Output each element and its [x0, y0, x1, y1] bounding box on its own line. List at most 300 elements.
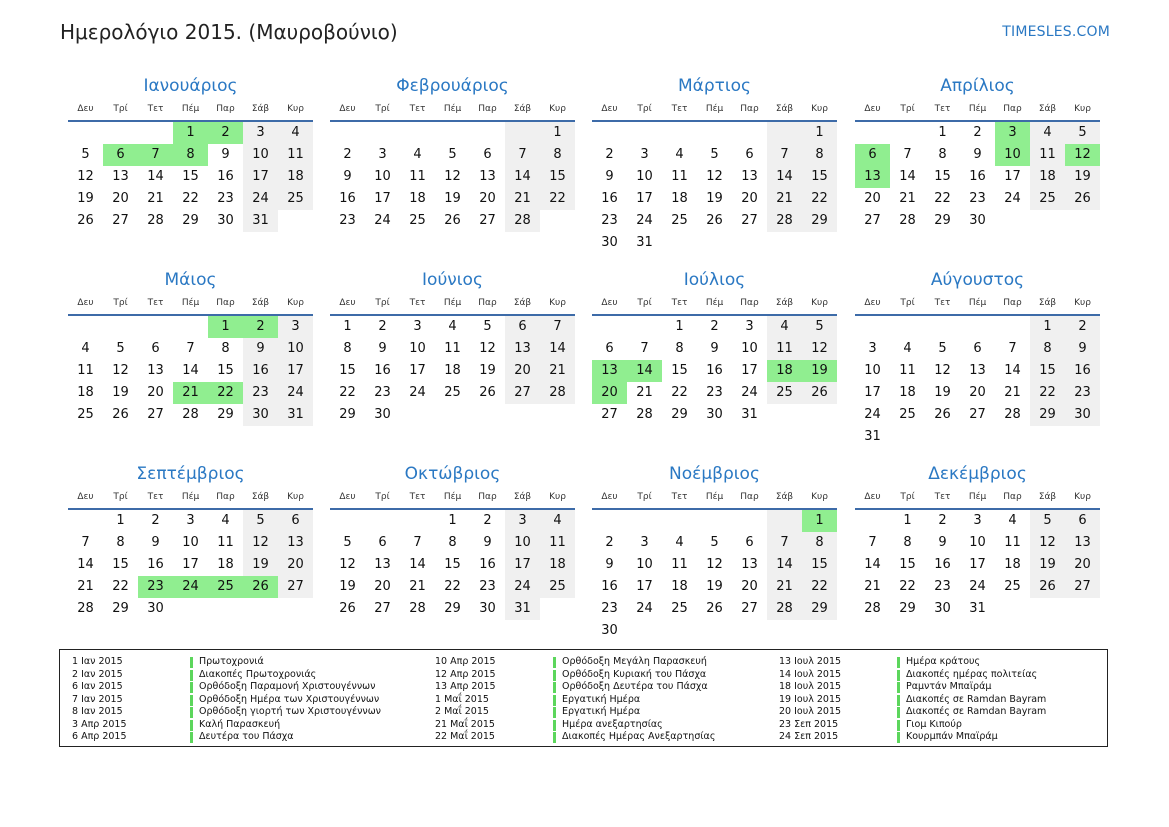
weekday-label: Δευ — [601, 298, 618, 308]
day-cell: 15 — [182, 169, 199, 184]
day-cell: 30 — [217, 213, 234, 228]
empty-day-cell — [103, 316, 138, 338]
holiday-date: 8 Ιαν 2015 — [72, 706, 123, 717]
week-row — [68, 338, 313, 360]
day-cell: 25 — [1030, 188, 1065, 210]
day-cell: 15 — [1030, 360, 1065, 382]
day-cell: 20 — [479, 191, 496, 206]
legend-item — [767, 719, 1046, 732]
day-cell: 30 — [601, 235, 618, 250]
day-cell: 3 — [505, 510, 540, 532]
holiday-marker — [190, 682, 193, 693]
empty-day-cell — [68, 510, 103, 532]
day-cell: 2 — [938, 513, 947, 528]
empty-day-cell — [732, 510, 767, 532]
holiday-date: 13 Ιουλ 2015 — [779, 656, 842, 667]
day-cell: 5 — [448, 147, 457, 162]
day-cell: 10 — [182, 535, 199, 550]
holiday-name: Ημέρα ανεξαρτησίας — [562, 718, 663, 730]
empty-day-cell — [627, 316, 662, 338]
empty-day-cell — [802, 404, 837, 426]
day-cell: 16 — [706, 363, 723, 378]
day-cell: 21 — [767, 576, 802, 598]
day-cell: 23 — [601, 601, 618, 616]
day-cell: 22 — [208, 382, 243, 404]
day-cell: 22 — [802, 188, 837, 210]
weekday-header — [855, 486, 1100, 510]
week-row — [855, 144, 1100, 166]
weekday-label: Δευ — [601, 104, 618, 114]
day-cell: 6 — [505, 316, 540, 338]
weekday-label: Κυρ — [1074, 104, 1091, 114]
week-row — [592, 316, 837, 338]
empty-day-cell — [732, 232, 767, 254]
day-cell: 12 — [1030, 532, 1065, 554]
day-cell: 11 — [899, 363, 916, 378]
day-cell: 16 — [339, 191, 356, 206]
day-cell: 3 — [640, 535, 649, 550]
day-cell: 14 — [1004, 363, 1021, 378]
month-calendar — [68, 74, 313, 232]
day-cell: 10 — [374, 169, 391, 184]
weekday-label: Τετ — [147, 492, 164, 502]
weekday-label: Σάβ — [775, 492, 794, 502]
legend-item — [767, 731, 1046, 744]
weekday-label: Παρ — [216, 104, 235, 114]
day-cell: 10 — [969, 535, 986, 550]
day-cell: 16 — [934, 557, 951, 572]
month-calendar — [330, 268, 575, 426]
day-cell: 26 — [444, 213, 461, 228]
day-cell: 25 — [767, 382, 802, 404]
month-calendar — [68, 268, 313, 426]
weekday-label: Σάβ — [513, 104, 532, 114]
day-cell: 8 — [540, 144, 575, 166]
week-row — [855, 532, 1100, 554]
day-cell: 29 — [671, 407, 688, 422]
day-cell: 2 — [605, 535, 614, 550]
day-cell: 16 — [147, 557, 164, 572]
day-cell: 23 — [706, 385, 723, 400]
day-cell: 11 — [278, 144, 313, 166]
empty-day-cell — [855, 510, 890, 532]
day-cell: 8 — [802, 144, 837, 166]
day-cell: 2 — [973, 125, 982, 140]
weekday-header — [592, 98, 837, 122]
empty-day-cell — [732, 620, 767, 642]
day-cell: 23 — [339, 213, 356, 228]
holiday-name: Ορθόδοξη Δευτέρα του Πάσχα — [562, 681, 708, 692]
day-cell: 17 — [409, 363, 426, 378]
day-cell: 7 — [138, 144, 173, 166]
day-cell: 13 — [741, 557, 758, 572]
week-row — [855, 598, 1100, 620]
empty-day-cell — [505, 122, 540, 144]
month-name: Οκτώβριος — [404, 464, 501, 484]
empty-day-cell — [662, 232, 697, 254]
day-cell: 7 — [868, 535, 877, 550]
week-row — [330, 316, 575, 338]
day-cell: 5 — [1030, 510, 1065, 532]
day-cell: 17 — [1004, 169, 1021, 184]
weekday-label: Κυρ — [549, 298, 566, 308]
day-cell: 9 — [938, 535, 947, 550]
day-cell: 29 — [182, 213, 199, 228]
day-cell: 24 — [636, 601, 653, 616]
day-cell: 17 — [636, 579, 653, 594]
legend-column — [60, 656, 381, 744]
legend-item — [60, 719, 381, 732]
week-row — [330, 598, 575, 620]
day-cell: 21 — [147, 191, 164, 206]
weekday-header — [592, 292, 837, 316]
holiday-date: 20 Ιουλ 2015 — [779, 706, 842, 717]
empty-day-cell — [767, 510, 802, 532]
day-cell: 1 — [802, 122, 837, 144]
day-cell: 5 — [938, 341, 947, 356]
day-cell: 13 — [479, 169, 496, 184]
day-cell: 2 — [208, 122, 243, 144]
day-cell: 28 — [182, 407, 199, 422]
holiday-date: 19 Ιουλ 2015 — [779, 693, 842, 705]
day-cell: 26 — [802, 382, 837, 404]
weekday-label: Σάβ — [251, 104, 270, 114]
day-cell: 27 — [1065, 576, 1100, 598]
weekday-label: Τετ — [671, 298, 688, 308]
empty-day-cell — [1065, 598, 1100, 620]
week-row — [592, 188, 837, 210]
day-cell: 21 — [505, 188, 540, 210]
month-calendar — [330, 462, 575, 620]
day-cell: 26 — [479, 385, 496, 400]
holiday-date: 24 Σεπ 2015 — [779, 731, 839, 742]
day-cell: 1 — [208, 316, 243, 338]
month-name: Σεπτέμβριος — [136, 464, 245, 484]
day-cell: 12 — [802, 338, 837, 360]
empty-day-cell — [592, 122, 627, 144]
day-cell: 25 — [671, 213, 688, 228]
empty-day-cell — [138, 122, 173, 144]
day-cell: 10 — [636, 169, 653, 184]
day-cell: 18 — [671, 579, 688, 594]
day-cell: 2 — [483, 513, 492, 528]
day-cell: 22 — [1030, 382, 1065, 404]
day-cell: 7 — [413, 535, 422, 550]
empty-day-cell — [802, 620, 837, 642]
day-cell: 20 — [278, 554, 313, 576]
empty-day-cell — [173, 598, 208, 620]
day-cell: 30 — [934, 601, 951, 616]
day-cell: 16 — [217, 169, 234, 184]
day-cell: 3 — [378, 147, 387, 162]
empty-day-cell — [697, 620, 732, 642]
weekday-label: Πέμ — [181, 104, 200, 114]
month-name: Νοέμβριος — [669, 464, 760, 484]
day-cell: 7 — [640, 341, 649, 356]
day-cell: 5 — [710, 535, 719, 550]
day-cell: 23 — [1065, 382, 1100, 404]
weekday-label: Σάβ — [251, 298, 270, 308]
day-cell: 22 — [934, 191, 951, 206]
day-cell: 20 — [147, 385, 164, 400]
day-cell: 1 — [173, 122, 208, 144]
holiday-name: Ραμντάν Μπαϊράμ — [906, 681, 992, 692]
holiday-marker — [897, 670, 900, 681]
day-cell: 27 — [374, 601, 391, 616]
empty-day-cell — [925, 426, 960, 448]
day-cell: 27 — [112, 213, 129, 228]
day-cell: 5 — [343, 535, 352, 550]
holiday-date: 7 Ιαν 2015 — [72, 693, 123, 705]
day-cell: 16 — [243, 360, 278, 382]
day-cell: 1 — [1030, 316, 1065, 338]
weekday-label: Κυρ — [1074, 492, 1091, 502]
day-cell: 23 — [374, 385, 391, 400]
empty-day-cell — [1030, 210, 1065, 232]
day-cell: 27 — [278, 576, 313, 598]
holiday-name: Ημέρα κράτους — [906, 656, 981, 667]
weekday-label: Παρ — [740, 492, 759, 502]
week-row — [330, 188, 575, 210]
week-row — [68, 210, 313, 232]
day-cell: 3 — [278, 316, 313, 338]
week-row — [330, 338, 575, 360]
weekday-label: Παρ — [478, 492, 497, 502]
empty-day-cell — [400, 122, 435, 144]
day-cell: 3 — [995, 122, 1030, 144]
day-cell: 19 — [444, 191, 461, 206]
day-cell: 14 — [899, 169, 916, 184]
holiday-marker — [190, 732, 193, 743]
weekday-label: Σάβ — [513, 492, 532, 502]
day-cell: 30 — [1065, 404, 1100, 426]
day-cell: 5 — [243, 510, 278, 532]
month-calendar — [855, 74, 1100, 232]
weekday-label: Τετ — [934, 492, 951, 502]
holiday-name: Διακοπές ημέρας πολιτείας — [906, 668, 1038, 680]
weekday-label: Τρί — [113, 298, 128, 308]
day-cell: 2 — [378, 319, 387, 334]
empty-day-cell — [662, 510, 697, 532]
day-cell: 10 — [741, 341, 758, 356]
month-name: Απρίλιος — [940, 76, 1015, 96]
weekday-label: Τετ — [147, 298, 164, 308]
day-cell: 6 — [483, 147, 492, 162]
day-cell: 18 — [409, 191, 426, 206]
day-cell: 18 — [671, 191, 688, 206]
day-cell: 6 — [378, 535, 387, 550]
day-cell: 1 — [343, 319, 352, 334]
day-cell: 22 — [899, 579, 916, 594]
day-cell: 19 — [706, 579, 723, 594]
weekday-label: Κυρ — [811, 104, 828, 114]
day-cell: 31 — [636, 235, 653, 250]
day-cell: 18 — [444, 363, 461, 378]
weekday-header — [330, 98, 575, 122]
day-cell: 26 — [339, 601, 356, 616]
day-cell: 19 — [802, 360, 837, 382]
day-cell: 22 — [339, 385, 356, 400]
day-cell: 6 — [745, 535, 754, 550]
day-cell: 20 — [505, 360, 540, 382]
day-cell: 26 — [77, 213, 94, 228]
day-cell: 2 — [343, 147, 352, 162]
weekday-label: Τρί — [375, 492, 390, 502]
week-row — [68, 510, 313, 532]
day-cell: 17 — [741, 363, 758, 378]
day-cell: 26 — [112, 407, 129, 422]
weekday-label: Σάβ — [513, 298, 532, 308]
day-cell: 19 — [1030, 554, 1065, 576]
week-row — [68, 122, 313, 144]
month-name: Ιούλιος — [683, 270, 746, 290]
day-cell: 17 — [243, 166, 278, 188]
day-cell: 8 — [116, 535, 125, 550]
day-cell: 6 — [278, 510, 313, 532]
day-cell: 21 — [864, 579, 881, 594]
holiday-marker — [897, 732, 900, 743]
empty-day-cell — [662, 620, 697, 642]
week-row — [855, 554, 1100, 576]
day-cell: 28 — [77, 601, 94, 616]
empty-day-cell — [435, 404, 470, 426]
weekday-label: Παρ — [216, 492, 235, 502]
month-name: Δεκέμβριος — [928, 464, 1027, 484]
day-cell: 19 — [479, 363, 496, 378]
holiday-marker — [190, 670, 193, 681]
week-row — [855, 210, 1100, 232]
day-cell: 15 — [802, 554, 837, 576]
holiday-marker — [897, 682, 900, 693]
day-cell: 17 — [969, 557, 986, 572]
day-cell: 8 — [221, 341, 230, 356]
day-cell: 30 — [243, 404, 278, 426]
day-cell: 9 — [221, 147, 230, 162]
month-calendar — [330, 74, 575, 232]
week-row — [592, 210, 837, 232]
weekday-label: Τρί — [637, 298, 652, 308]
day-cell: 24 — [278, 382, 313, 404]
holiday-marker — [553, 732, 556, 743]
weekday-label: Παρ — [1003, 492, 1022, 502]
day-cell: 19 — [77, 191, 94, 206]
week-row — [592, 382, 837, 404]
day-cell: 16 — [1065, 360, 1100, 382]
day-cell: 17 — [636, 191, 653, 206]
day-cell: 1 — [448, 513, 457, 528]
month-name: Μάρτιος — [677, 76, 752, 96]
week-row — [68, 316, 313, 338]
holiday-name: Διακοπές σε Ramdan Bayram — [906, 693, 1047, 705]
day-cell: 15 — [899, 557, 916, 572]
month-calendar — [68, 462, 313, 620]
empty-day-cell — [138, 316, 173, 338]
day-cell: 13 — [592, 360, 627, 382]
day-cell: 4 — [413, 147, 422, 162]
week-row — [68, 188, 313, 210]
weekday-label: Σάβ — [775, 298, 794, 308]
day-cell: 31 — [864, 429, 881, 444]
week-row — [330, 532, 575, 554]
day-cell: 14 — [540, 338, 575, 360]
weekday-label: Παρ — [1003, 104, 1022, 114]
day-cell: 26 — [934, 407, 951, 422]
day-cell: 4 — [903, 341, 912, 356]
site-link[interactable]: TIMESLES.COM — [1002, 24, 1110, 40]
legend-item — [423, 694, 715, 707]
day-cell: 3 — [243, 122, 278, 144]
legend-item — [60, 706, 381, 719]
day-cell: 6 — [151, 341, 160, 356]
day-cell: 13 — [1065, 532, 1100, 554]
weekday-label: Δευ — [864, 298, 881, 308]
weekday-label: Δευ — [339, 492, 356, 502]
day-cell: 6 — [103, 144, 138, 166]
day-cell: 31 — [505, 598, 540, 620]
legend-item — [423, 719, 715, 732]
weekday-label: Πέμ — [181, 298, 200, 308]
day-cell: 20 — [374, 579, 391, 594]
day-cell: 8 — [173, 144, 208, 166]
holiday-marker — [190, 707, 193, 718]
day-cell: 18 — [540, 554, 575, 576]
week-row — [330, 382, 575, 404]
day-cell: 24 — [864, 407, 881, 422]
empty-day-cell — [890, 316, 925, 338]
legend-item — [423, 731, 715, 744]
holiday-name: Ορθόδοξη Ημέρα των Χριστουγέννων — [199, 693, 380, 705]
day-cell: 12 — [112, 363, 129, 378]
day-cell: 21 — [636, 385, 653, 400]
day-cell: 17 — [278, 360, 313, 382]
week-row — [330, 404, 575, 426]
day-cell: 16 — [601, 191, 618, 206]
empty-day-cell — [697, 232, 732, 254]
day-cell: 5 — [483, 319, 492, 334]
day-cell: 16 — [601, 579, 618, 594]
day-cell: 1 — [802, 510, 837, 532]
day-cell: 20 — [969, 385, 986, 400]
weekday-label: Δευ — [77, 104, 94, 114]
week-row — [330, 576, 575, 598]
day-cell: 29 — [934, 213, 951, 228]
holiday-date: 6 Ιαν 2015 — [72, 681, 123, 692]
week-row — [330, 510, 575, 532]
day-cell: 27 — [741, 213, 758, 228]
empty-day-cell — [767, 122, 802, 144]
day-cell: 3 — [868, 341, 877, 356]
empty-day-cell — [365, 510, 400, 532]
day-cell: 11 — [1030, 144, 1065, 166]
week-row — [330, 122, 575, 144]
day-cell: 31 — [969, 601, 986, 616]
weekday-label: Κυρ — [287, 492, 304, 502]
weekday-label: Πέμ — [968, 492, 987, 502]
legend-item — [60, 731, 381, 744]
empty-day-cell — [855, 316, 890, 338]
month-name: Φεβρουάριος — [396, 76, 509, 96]
empty-day-cell — [103, 122, 138, 144]
weekday-label: Τρί — [113, 492, 128, 502]
week-row — [855, 188, 1100, 210]
day-cell: 10 — [636, 557, 653, 572]
week-row — [592, 144, 837, 166]
day-cell: 14 — [864, 557, 881, 572]
day-cell: 9 — [605, 557, 614, 572]
day-cell: 18 — [1030, 166, 1065, 188]
day-cell: 9 — [605, 169, 614, 184]
holiday-name: Καλή Παρασκευή — [199, 718, 281, 730]
